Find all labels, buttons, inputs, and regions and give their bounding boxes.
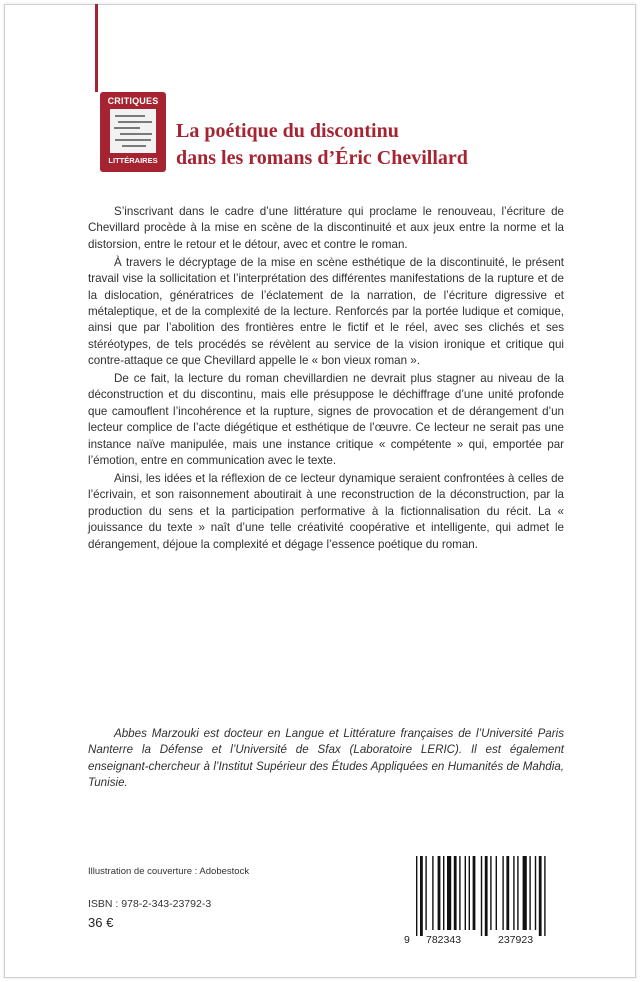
author-bio-text: Abbes Marzouki est docteur en Langue et Littérature françaises de l’Université Paris Nanterre la Défense et l’Université de Sfax (Laboratoire LERIC). Il est également enseignant-chercheur à l’Institut Supérieur des Études Appliquées en Humanités de Mahdia, Tunisie. — [88, 727, 564, 790]
logo-line-1: CRITIQUES — [107, 96, 159, 106]
title-line-1: La poétique du discontinu — [176, 120, 399, 142]
barcode-group-2: 237923 — [498, 934, 534, 946]
cover-credit: Illustration de couverture : Adobestock — [88, 866, 250, 877]
summary-paragraph: De ce fait, la lecture du roman chevillardien ne devrait plus stagner au niveau de la déconstruction et du discontinu, mais elle présuppose le déchiffrage d’une unité profonde que camouflent l’incohérence et la rupture, signes de provocation et de dérangement d’un lecteur complice de l’acte diégétique et esthétique de l’œuvre. Ce lecteur ne serait pas une instance naïve manipulée, mais une instance critique « compétente » qui, emportée par l’émotion, entre en communication avec le texte. — [88, 372, 564, 468]
book-title — [176, 118, 596, 172]
summary-text — [88, 204, 564, 555]
logo-line-2: LITTÉRAIRES — [108, 156, 158, 165]
price: 36 € — [88, 915, 114, 930]
accent-line — [95, 4, 98, 92]
summary-paragraph: À travers le décryptage de la mise en scène esthétique de la discontinuité, le présent travail vise la sollicitation et l’interprétation des différentes manifestations de la rupture et de la dislocation, génératrices de l’éclatement de la narration, de l’écriture digressive et métaleptique, et de la complexité de la lecture. Renforcés par la portée ludique et comique, ainsi que par l’abolition des frontières entre le fictif et le réel, avec ses clichés et ses stéréotypes, de tels procédés se révèlent au service de la vision ironique et critique qui contre-attaque ce que Chevillard appelle le « bon vieux roman ». — [88, 255, 564, 368]
author-bio — [88, 726, 564, 792]
logo-illustration — [110, 109, 156, 153]
summary-paragraph: Ainsi, les idées et la réflexion de ce lecteur dynamique seraient confrontées à celles de l’écrivain, et son raisonnement aboutirait à une reconstruction de la déconstruction, par la production du sens et la participation performative à la fictionnalisation du récit. La « jouissance du texte » naît d’une telle créativité coopérative et intelligente, qui admet le dérangement, déjoue la complexité et dégage l’essence poétique du roman. — [88, 472, 564, 551]
barcode-icon — [404, 856, 560, 936]
collection-logo — [100, 92, 166, 172]
barcode-lead-digit: 9 — [404, 934, 410, 946]
isbn: ISBN : 978-2-343-23792-3 — [88, 898, 212, 910]
title-line-2: dans les romans d’Éric Chevillard — [176, 147, 468, 169]
summary-paragraph: S’inscrivant dans le cadre d’une littérature qui proclame le renouveau, l’écriture de Chevillard procède à la mise en scène de la discontinuité et aux jeux entre la norme et la distorsion, entre le retour et le détour, avec et contre le roman. — [88, 205, 564, 251]
barcode-group-1: 782343 — [426, 934, 462, 946]
barcode-digits — [404, 934, 560, 948]
